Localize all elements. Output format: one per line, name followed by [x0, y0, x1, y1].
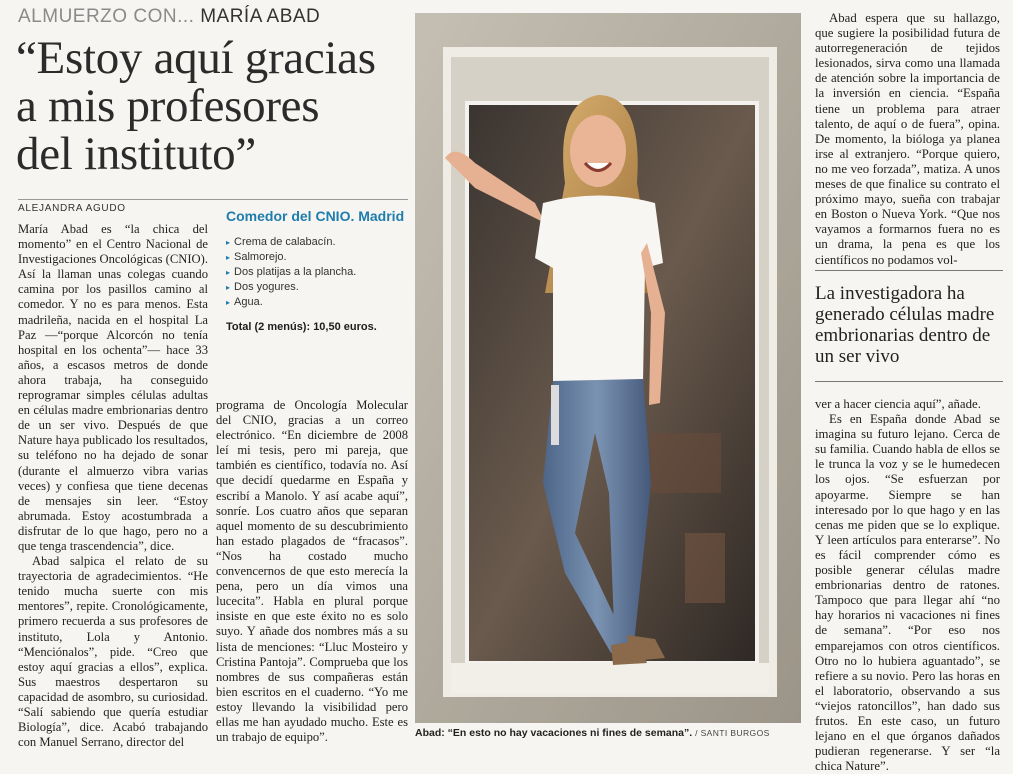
bullet-icon: ▸: [226, 253, 231, 262]
kicker-name: MARÍA ABAD: [200, 6, 321, 27]
bullet-icon: ▸: [226, 283, 231, 292]
pull-quote-text: La investigadora ha generado células madre embrionarias dentro de un ser vivo: [815, 283, 995, 367]
paragraph: Es en España donde Abad se imagina su futuro lejano. Cerca de su familia. Cuando habla de ellos se le trunca la voz y se le humedecen los ojos. “Se esfuerzan por apoyarme. Siempre se han interesado por lo que hago y en las cenas me piden que se lo explique. Y leen artículos para enterarse”. No es fácil comprender cómo es posible generar células madre embrionarias dentro de ratones. Tampoco que para llegar ahí “no hay horarios ni vacaciones ni fines de semana”. “Por eso nos emparejamos con otros científicos. Otro no lo hubiera aguantado”, se refiere a su novio. Pero las horas en el laboratorio, observando a sus “viejos ratoncillos”, han dado sus frutos. En este caso, un futuro lejano en el que órganos dañados pudieran regenerarse. Y ser “la chica Nature”.: [815, 412, 1000, 774]
paragraph: Abad salpica el relato de su trayectoria de agradecimientos. “He tenido mucha suerte con mis mentores”, repite. Cronológicamente, primero recuerda a sus profesores de instituto, Lola y Antonio. “Menciónalos”, pide. “Creo que estoy aquí gracias a ellos”, explica. Sus maestros despertaron su capacidad de asombro, su curiosidad. “Salí sabiendo que quería estudiar Biología”, dice. Acabó trabajando con Manuel Serrano, director del: [18, 554, 208, 750]
pull-quote: [815, 270, 1003, 382]
bullet-icon: ▸: [226, 268, 231, 277]
menu-item-text: Crema de calabacín.: [234, 236, 336, 248]
menu-total: Total (2 menús): 10,50 euros.: [226, 321, 377, 333]
menu-item: [226, 265, 406, 280]
article-column-2: [216, 398, 408, 743]
byline: ALEJANDRA AGUDO: [18, 199, 408, 214]
article-column-1: [18, 222, 208, 750]
paragraph: Abad espera que su hallazgo, que sugiere la posibilidad futura de autorregeneración de tejidos lesionados, sirva como una llamada de atención sobre la importancia de la inversión en ciencia. “España tiene un problema para atraer talento, de aquí o de fuera”, opina. De momento, la bióloga ya planea irse al extranjero. “Porque quiero, no me veo forzada”, matiza. A unos meses de que finalice su contrato el próximo mayo, sueña con trabajar en Boston o Nueva York. “Que nos vayamos a formarnos fuera no es un drama, la pena es que los científicos no podamos vol-: [815, 11, 1000, 267]
paragraph: ver a hacer ciencia aquí”, añade.: [815, 397, 981, 411]
menu-item-text: Salmorejo.: [234, 251, 287, 263]
menu-item-text: Dos yogures.: [234, 281, 299, 293]
bullet-icon: ▸: [226, 298, 231, 307]
headline: [16, 34, 411, 178]
headline-line-2: a mis profesores: [16, 80, 320, 132]
kicker-series: ALMUERZO CON...: [18, 6, 195, 27]
article-column-3-bottom: [815, 397, 1000, 774]
menu-list: [226, 235, 406, 310]
caption-text: Abad: “En esto no hay vacaciones ni fines de semana”.: [415, 727, 693, 739]
menu-item: [226, 235, 406, 250]
photo-caption: [415, 727, 801, 739]
paragraph: programa de Oncología Molecular del CNIO, gracias a un correo electrónico. “En diciembre de 2008 leí mi tesis, pero mi pareja, que también es científico, todavía no. Así que decidí quedarme en España y escribí a Manolo. Y así acabe aquí”, sonríe. Los cuatro años que separan aquel momento de su descubrimiento han estado plagados de “fracasos”. “Nos ha costado mucho convencernos de que esto merecía la pena, pero un día vimos una lucecita”. Habla en plural porque insiste en que este éxito no es solo suyo. Y añade dos nombres más a su lista de menciones: “Lluc Mosteiro y Cristina Pantoja”. Comprueba que los nombres de sus compañeras están bien escritos en el cuaderno. “Yo me estoy llevando la visibilidad pero ellas me han ayudado mucho. Este es un trabajo de equipo”.: [216, 398, 408, 745]
menu-box: [226, 208, 406, 334]
menu-title: Comedor del CNIO. Madrid: [226, 208, 405, 224]
menu-item: [226, 295, 406, 310]
headline-line-3: del instituto”: [16, 128, 256, 180]
portrait-photo: [415, 13, 801, 723]
headline-line-1: “Estoy aquí gracias: [16, 32, 376, 84]
menu-item: [226, 280, 406, 295]
photo-credit: / SANTI BURGOS: [695, 728, 770, 738]
photo-illustration: [415, 13, 801, 723]
article-column-3-top: [815, 11, 1000, 267]
menu-item: [226, 250, 406, 265]
menu-item-text: Dos platijas a la plancha.: [234, 266, 357, 278]
paragraph: María Abad es “la chica del momento” en el Centro Nacional de Investigaciones Oncológicas (CNIO). Así la llaman unas colegas cuando camina por los pasillos camino al comedor. Y no es para menos. Esta madrileña, nacida en el hospital La Paz —“porque Alcorcón no tenía hospital en los ochenta”— hace 33 años, a escasos metros de donde ahora trabaja, ha conseguido reprogramar simples células adultas en células madre embrionarias dentro de un ser vivo. Después de que Nature haya publicado los resultados, su teléfono no ha dejado de sonar (durante el almuerzo vibra varias veces) y confiesa que tiene decenas de mensajes sin leer. “Estoy abrumada. Estoy acostumbrada a disfrutar de lo que hago, pero no a que tenga trascendencia”, dice.: [18, 222, 208, 553]
section-kicker: [18, 6, 320, 28]
menu-item-text: Agua.: [234, 296, 263, 308]
bullet-icon: ▸: [226, 238, 231, 247]
